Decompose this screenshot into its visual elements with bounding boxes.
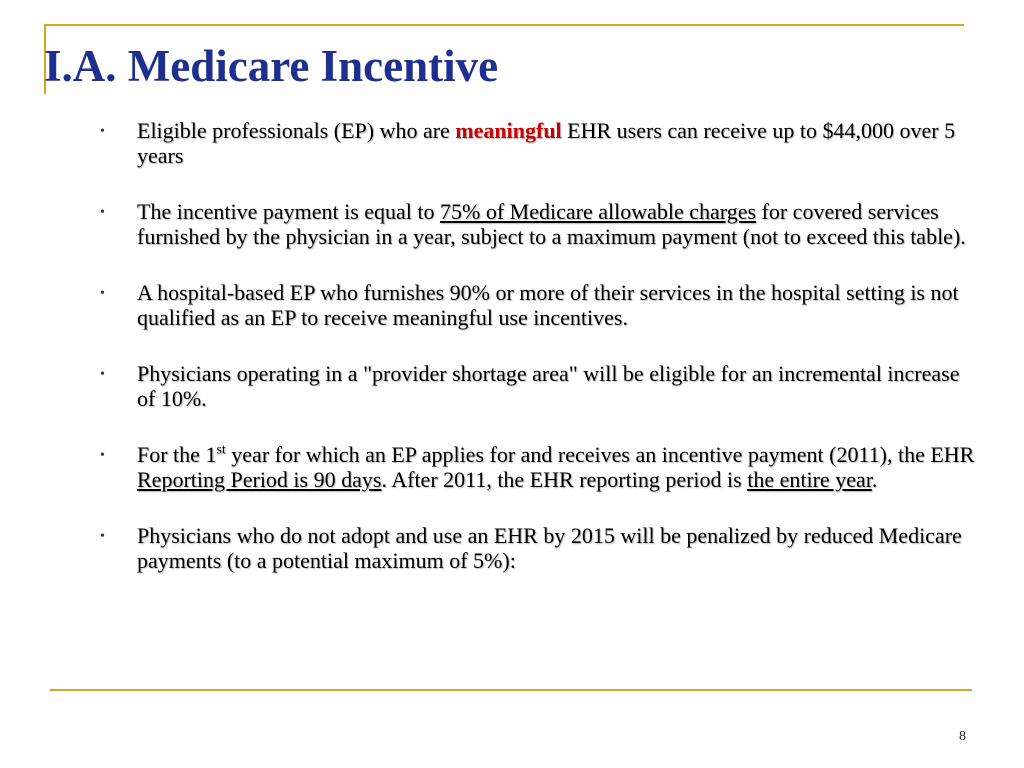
underlined-text: the entire year xyxy=(747,467,872,492)
emphasis-text: meaningful xyxy=(455,118,562,143)
bullet-list xyxy=(100,118,980,573)
bullet-text: For the 1 xyxy=(137,442,217,467)
bullet-item xyxy=(100,442,980,492)
bullet-text: year for which an EP applies for and receives an incentive payment (2011), the EHR xyxy=(225,442,975,467)
underlined-text: Reporting Period is 90 days xyxy=(137,467,382,492)
bullet-icon: • xyxy=(100,448,105,463)
bullet-text: The incentive payment is equal to xyxy=(137,199,441,224)
bullet-item xyxy=(100,523,980,573)
slide-title: I.A. Medicare Incentive xyxy=(44,41,499,91)
bullet-icon: • xyxy=(100,367,105,382)
bottom-divider xyxy=(50,689,972,691)
bullet-text: EHR users can receive up to $44,000 over 5 years xyxy=(137,118,956,168)
bullet-text: . xyxy=(871,467,878,492)
bullet-text: . After 2011, the EHR reporting period is xyxy=(381,467,748,492)
top-divider xyxy=(44,24,964,26)
bullet-text: Eligible professionals (EP) who are xyxy=(137,118,456,143)
bullet-item xyxy=(100,280,980,330)
bullet-text: Physicians who do not adopt and use an EHR by 2015 will be penalized by reduced Medicare payments (to a potential maximum of 5%): xyxy=(137,523,962,573)
bullet-text: A hospital-based EP who furnishes 90% or more of their services in the hospital setting is not qualified as an EP to receive meaningful use incentives. xyxy=(137,280,959,330)
bullet-text: Physicians operating in a "provider shortage area" will be eligible for an incremental increase of 10%. xyxy=(137,361,960,411)
bullet-icon: • xyxy=(100,205,105,220)
bullet-item xyxy=(100,199,980,249)
bullet-icon: • xyxy=(100,529,105,544)
bullet-item xyxy=(100,118,980,168)
bullet-text: for covered services furnished by the physician in a year, subject to a maximum payment (not to exceed this table). xyxy=(137,199,966,249)
page-number: 8 xyxy=(959,729,966,744)
underlined-text: 75% of Medicare allowable charges xyxy=(440,199,757,224)
bullet-item xyxy=(100,361,980,411)
superscript-text: st xyxy=(216,442,226,458)
bullet-icon: • xyxy=(100,286,105,301)
bullet-icon: • xyxy=(100,124,105,139)
